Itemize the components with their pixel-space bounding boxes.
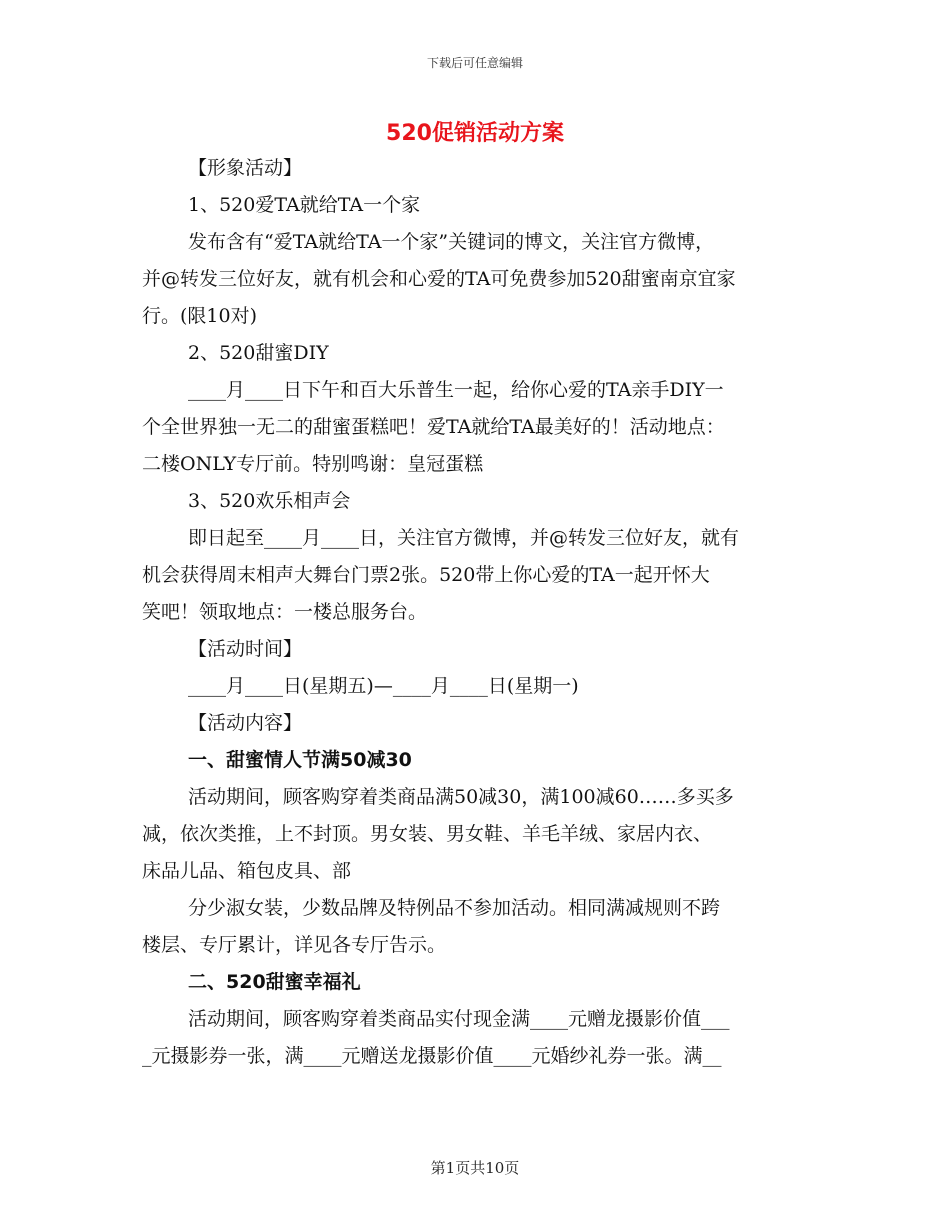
body-line: 二楼ONLY专厅前。特别鸣谢：皇冠蛋糕 (142, 453, 484, 475)
section-heading: 一、甜蜜情人节满50减30 (188, 749, 412, 771)
body-line: 行。(限10对) (142, 305, 258, 327)
body-line: 【形象活动】 (188, 157, 303, 179)
document-title: 520促销活动方案 (386, 121, 564, 146)
body-line: 个全世界独一无二的甜蜜蛋糕吧！爱TA就给TA最美好的！活动地点： (142, 416, 725, 438)
body-line: 即日起至____月____日，关注官方微博，并@转发三位好友，就有 (188, 527, 740, 549)
body-line: 笑吧！领取地点：一楼总服务台。 (142, 601, 428, 623)
body-line: 并@转发三位好友，就有机会和心爱的TA可免费参加520甜蜜南京宜家 (142, 268, 736, 290)
body-line: 机会获得周末相声大舞台门票2张。520带上你心爱的TA一起开怀大 (142, 564, 710, 586)
body-line: ____月____日下午和百大乐普生一起，给你心爱的TA亲手DIY一 (188, 379, 724, 401)
body-line: ____月____日(星期五)—____月____日(星期一) (188, 675, 579, 697)
body-line: 2、520甜蜜DIY (188, 342, 329, 364)
body-line: 发布含有“爱TA就给TA一个家”关键词的博文，关注官方微博， (188, 231, 715, 253)
body-line: _元摄影券一张，满____元赠送龙摄影价值____元婚纱礼券一张。满__ (142, 1045, 722, 1067)
body-line: 分少淑女装，少数品牌及特例品不参加活动。相同满减规则不跨 (188, 897, 721, 919)
page-footer: 第1页共10页 (430, 1159, 520, 1177)
body-line: 楼层、专厅累计，详见各专厅告示。 (142, 934, 447, 956)
section-heading: 二、520甜蜜幸福礼 (188, 971, 361, 993)
page-header: 下载后可任意编辑 (426, 56, 523, 70)
body-line: 活动期间，顾客购穿着类商品实付现金满____元赠龙摄影价值___ (188, 1008, 730, 1030)
body-line: 活动期间，顾客购穿着类商品满50减30，满100减60……多买多 (188, 786, 734, 808)
body-line: 3、520欢乐相声会 (188, 490, 351, 512)
body-line: 床品儿品、箱包皮具、部 (142, 860, 352, 882)
body-line: 减，依次类推，上不封顶。男女装、男女鞋、羊毛羊绒、家居内衣、 (142, 823, 713, 845)
body-line: 【活动内容】 (188, 712, 303, 734)
body-line: 【活动时间】 (188, 638, 303, 660)
body-line: 1、520爱TA就给TA一个家 (188, 194, 421, 216)
document-body (142, 150, 810, 1075)
